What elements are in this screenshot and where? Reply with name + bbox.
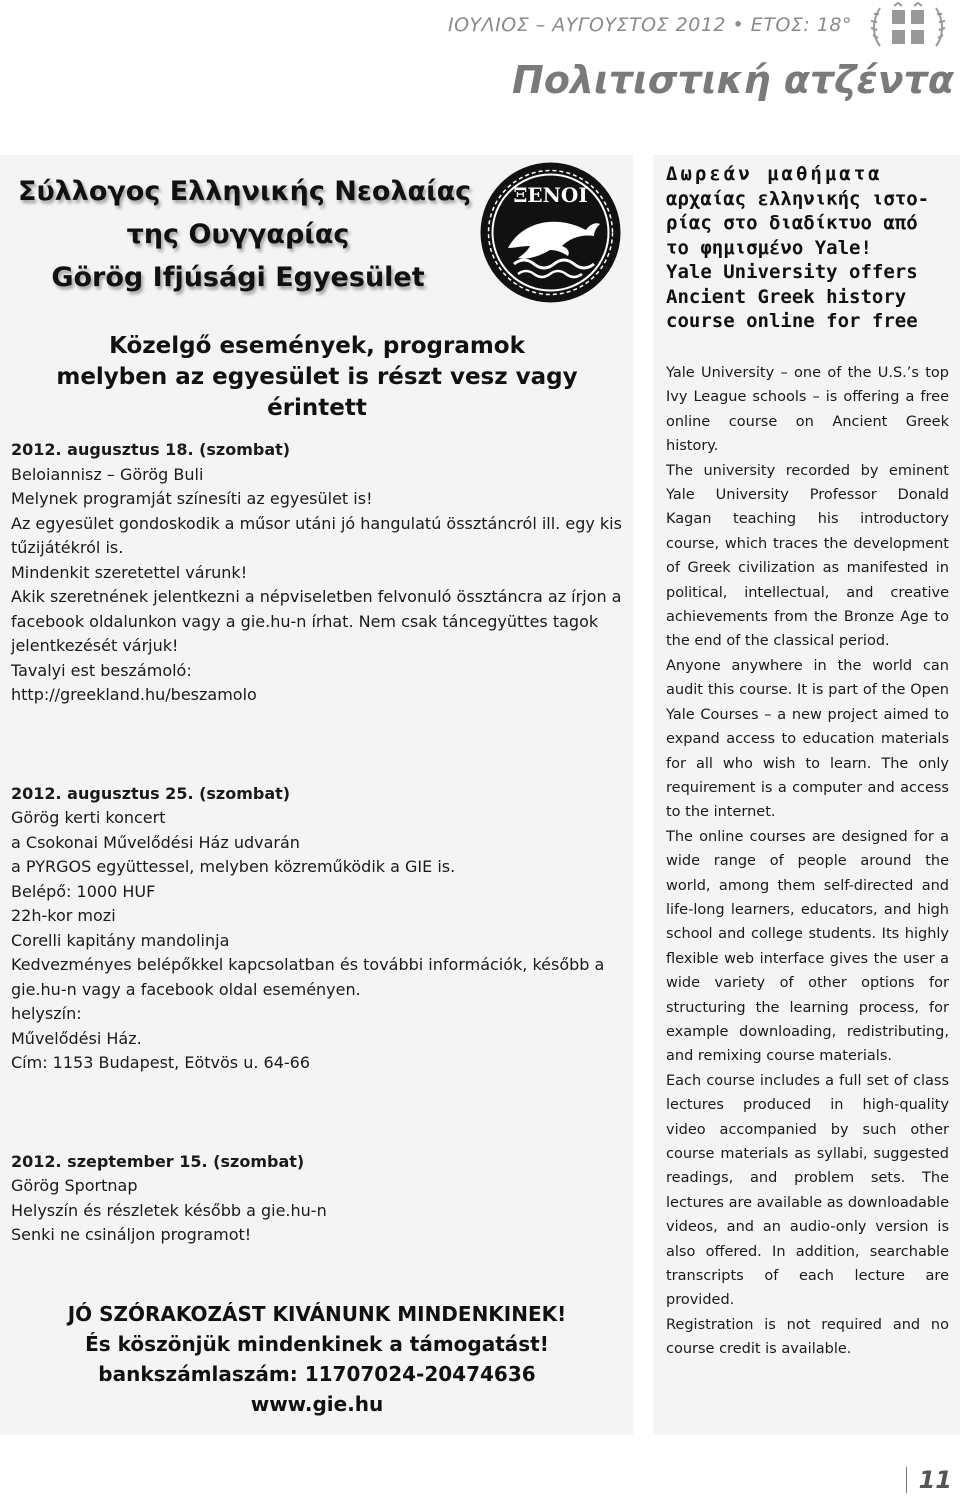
website-link[interactable]: www.gie.hu (250, 1392, 384, 1416)
org-title-line: Görög Ifjúsági Egyesület (51, 262, 425, 293)
organization-title (18, 170, 472, 299)
section-title: Πολιτιστική ατζέντα (512, 58, 954, 102)
event-line: a PYRGOS együttessel, melyben közreműködik a GIE is. (11, 857, 456, 876)
event-date: 2012. augusztus 18. (szombat) (11, 440, 291, 459)
article-paragraph: The university recorded by eminent Yale University Professor Donald Kagan teaching his introductory course, which traces the development of Greek civilization as manifested in political, intellectual, and creative achievements from the Bronze Age to the end of the classical period. (666, 462, 949, 650)
event-date: 2012. szeptember 15. (szombat) (11, 1151, 305, 1171)
heading-line: course online for free (666, 310, 918, 332)
logo-text: ΞΕΝΟΙ (513, 183, 588, 207)
event-line: 22h-kor mozi (11, 906, 116, 925)
closing-line: És köszönjük mindenkinek a támogatást! (85, 1332, 549, 1356)
article-heading (666, 162, 949, 334)
event-line: Akik szeretnének jelentkezni a népviseletben felvonuló össztáncra az írjon a facebook oldalunkon vagy a gie.hu-n írhat. Nem csak táncegyüttes tagok jelentkezését várjuk! (11, 587, 622, 655)
event-line: Beloiannisz – Görög Buli (11, 464, 204, 484)
heading-line: Yale University offers (666, 261, 918, 283)
article-paragraph: The online courses are designed for a wide range of people around the world, among them self-directed and life-long learners, educators, and high school and college students. Its highly flexible web interface gives the user a wide variety of other options for structuring the learning process, for example downloading, redistributing, and remixing course materials. (666, 828, 949, 1065)
event-line: Cím: 1153 Budapest, Eötvös u. 64-66 (11, 1053, 310, 1072)
org-title-line: της Ουγγαρίας (126, 219, 350, 250)
closing-line: JÓ SZÓRAKOZÁST KIVÁNUNK MINDENKINEK! (67, 1302, 567, 1326)
article-paragraph: Anyone anywhere in the world can audit this course. It is part of the Open Yale Courses – a new project aimed to expand access to education materials for all who wish to learn. The only requirement is a computer and access to the internet. (666, 657, 949, 821)
event-line: Görög Sportnap (11, 1176, 138, 1195)
event-line: Mindenkit szeretettel várunk! (11, 562, 248, 582)
event-date: 2012. augusztus 25. (szombat) (11, 783, 291, 803)
emblem-logo (868, 2, 948, 52)
event-link[interactable]: http://greekland.hu/beszamolo (11, 685, 257, 704)
event-line: Melynek programját színesíti az egyesület is! (11, 489, 373, 508)
heading-line: ρίας στο διαδίκτυο από (666, 212, 918, 234)
event-line: Görög kerti koncert (11, 808, 166, 827)
closing-message (11, 1299, 623, 1419)
org-title-line: Σύλλογος Ελληνικής Νεολαίας (18, 176, 472, 207)
heading-line: αρχαίας ελληνικής ιστο- (666, 187, 930, 210)
event-item (11, 1150, 623, 1248)
event-item (11, 782, 623, 1076)
event-line: helyszín: (11, 1004, 82, 1023)
event-line: Corelli kapitány mandolinja (11, 930, 230, 950)
events-subtitle (14, 331, 620, 424)
dolphin-logo (478, 160, 623, 305)
event-line: Kedvezményes belépőkkel kapcsolatban és további információk, később a gie.hu-n vagy a facebook oldal eseményen. (11, 955, 605, 999)
article-paragraph: Each course includes a full set of class lectures produced in high-quality video accompanied by such other course materials as syllabi, suggested readings, and problem sets. The lectures are available as downloadable videos, and an audio-only version is also offered. In addition, searchable transcripts of each lecture are provided. (666, 1072, 949, 1309)
heading-line: το φημισμένο Yale! (666, 236, 872, 259)
heading-line: Δωρεάν μαθήματα (666, 163, 883, 185)
article-paragraph: Registration is not required and no course credit is available. (666, 1316, 949, 1358)
event-line: Senki ne csináljon programot! (11, 1225, 252, 1244)
event-line: Tavalyi est beszámoló: (11, 660, 192, 680)
event-line: Helyszín és részletek később a gie.hu-n (11, 1200, 327, 1220)
page-number: 11 (906, 1467, 952, 1493)
event-item (11, 438, 623, 708)
event-line: Művelődési Ház. (11, 1028, 142, 1048)
article-paragraph: Yale University – one of the U.S.’s top Ivy League schools – is offering a free online course on Ancient Greek history. (666, 365, 949, 455)
subtitle-line: Közelgő események, programok (109, 333, 525, 359)
event-line: Az egyesület gondoskodik a műsor utáni jó hangulatú össztáncról ill. egy kis tűzijátékról is. (11, 513, 622, 557)
events-list (11, 438, 623, 1248)
heading-line: Ancient Greek history (666, 285, 907, 308)
subtitle-line: melyben az egyesület is részt vesz vagy érintett (56, 364, 578, 421)
event-line: a Csokonai Művelődési Ház udvarán (11, 832, 300, 852)
issue-date: ΙΟΥΛΙΟΣ – ΑΥΓΟΥΣΤΟΣ 2012 • ΕΤΟΣ: 18° (448, 14, 852, 36)
bank-account: bankszámlaszám: 11707024-20474636 (98, 1362, 536, 1386)
article-body (666, 361, 949, 1362)
event-line: Belépő: 1000 HUF (11, 881, 156, 901)
